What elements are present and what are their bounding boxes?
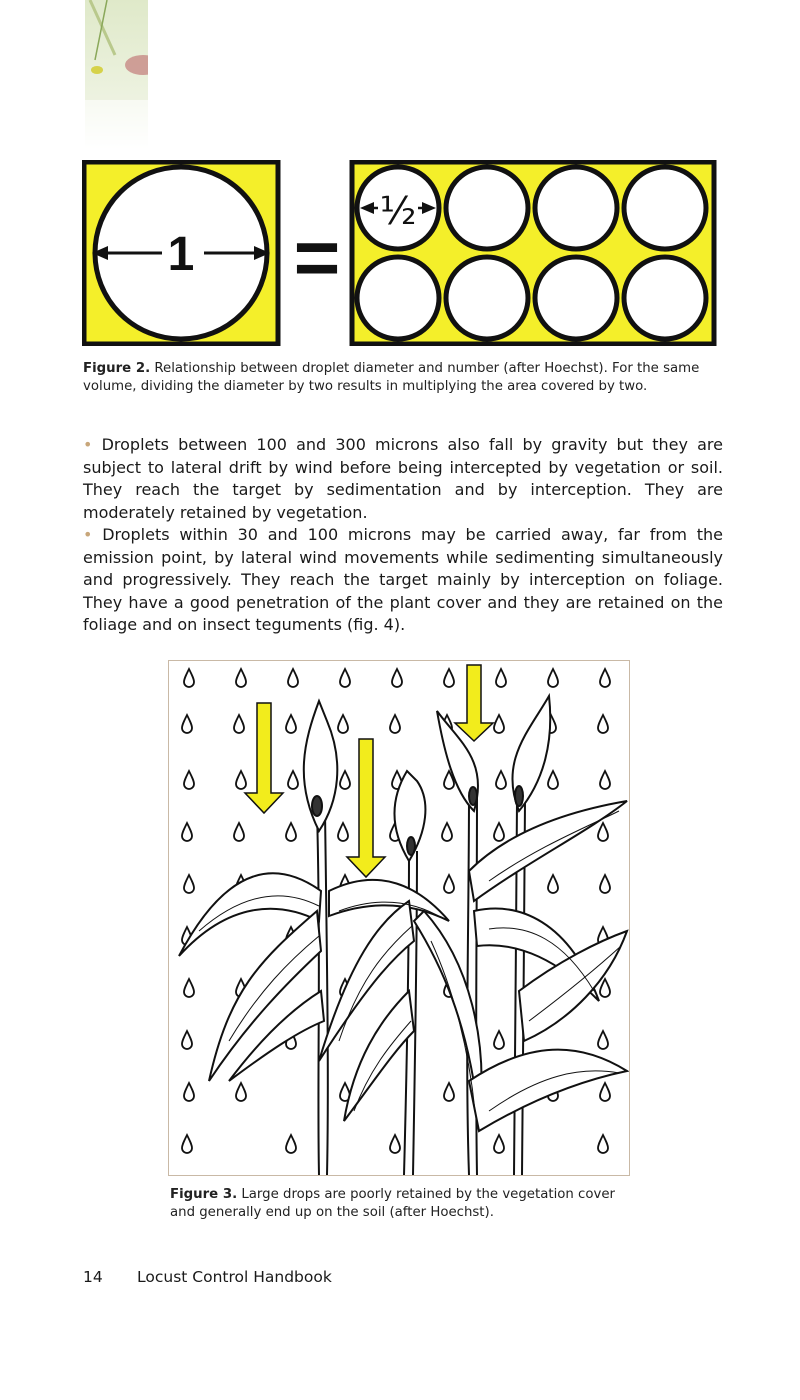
diameter-label-half: ½ [379, 189, 417, 233]
droplet [442, 823, 452, 841]
figure-2-caption-text: Relationship between droplet diameter and number (after Hoechst). For the same volume, dividing the diameter by two results in multiplying the area covered by two. [83, 361, 700, 394]
droplet [496, 669, 506, 687]
droplet [390, 1135, 400, 1153]
small-droplet-2 [446, 167, 528, 249]
droplet [600, 1083, 610, 1101]
droplet [286, 823, 296, 841]
corner-photo [85, 0, 148, 150]
page-number: 14 [83, 1268, 103, 1286]
droplet [496, 771, 506, 789]
droplet [598, 823, 608, 841]
figure-2-caption [83, 360, 723, 396]
droplet [600, 669, 610, 687]
droplet [184, 1083, 194, 1101]
small-droplet-4 [624, 167, 706, 249]
droplet [288, 771, 298, 789]
droplet [288, 669, 298, 687]
diameter-label-whole: 1 [167, 228, 195, 281]
droplet [340, 771, 350, 789]
small-droplet-8 [624, 257, 706, 339]
paragraph-2-text: Droplets within 30 and 100 microns may be carried away, far from the emission point, by lateral wind movements while sedimenting simultaneously and progressively. They reach the target mainly by interception on foliage. They have a good penetration of the plant cover and they are retained on the foliage and on insect teguments (fig. 4). [83, 525, 723, 634]
figure-3-caption-text: Large drops are poorly retained by the vegetation cover and generally end up on the soil (after Hoechst). [170, 1187, 616, 1220]
figure-3 [168, 660, 630, 1176]
locust-photo-fragment [85, 0, 148, 150]
droplet [600, 875, 610, 893]
droplet [598, 1031, 608, 1049]
droplet-diameter-diagram [82, 160, 718, 346]
droplet [182, 715, 192, 733]
page-footer [83, 1268, 332, 1286]
droplet [184, 979, 194, 997]
droplet [598, 715, 608, 733]
figure-2-caption-label: Figure 2. [83, 361, 151, 376]
body-text [83, 434, 723, 637]
droplet [234, 715, 244, 733]
paragraph-1-text: Droplets between 100 and 300 microns also fall by gravity but they are subject to lateral drift by wind before being intercepted by vegetation or soil. They reach the target by sedimentation and by interception. They are moderately retained by vegetation. [83, 435, 723, 522]
droplet [184, 669, 194, 687]
equals-sign: = [293, 213, 341, 302]
droplet [494, 715, 504, 733]
droplet [236, 1083, 246, 1101]
droplet [390, 715, 400, 733]
droplet [182, 1135, 192, 1153]
droplet [184, 771, 194, 789]
droplet [494, 1031, 504, 1049]
droplet [338, 715, 348, 733]
small-droplet-6 [446, 257, 528, 339]
droplet [494, 823, 504, 841]
droplet [494, 1135, 504, 1153]
droplet [444, 1083, 454, 1101]
droplet [548, 875, 558, 893]
droplet [444, 875, 454, 893]
paragraph-1 [83, 434, 723, 524]
droplet [340, 669, 350, 687]
small-droplet-3 [535, 167, 617, 249]
arrow-3 [455, 665, 493, 741]
droplet [236, 669, 246, 687]
bullet-1: • [83, 435, 93, 454]
bullet-2: • [83, 525, 93, 544]
vegetation-droplet-illustration [169, 661, 629, 1175]
paragraph-2 [83, 524, 723, 637]
figure-3-caption-label: Figure 3. [170, 1187, 238, 1202]
droplet [392, 669, 402, 687]
droplet [182, 823, 192, 841]
droplet [286, 715, 296, 733]
droplet [182, 1031, 192, 1049]
book-title: Locust Control Handbook [137, 1268, 332, 1286]
droplet [236, 771, 246, 789]
droplet [600, 979, 610, 997]
droplet [548, 669, 558, 687]
arrow-1 [245, 703, 283, 813]
droplet [338, 823, 348, 841]
droplet [234, 823, 244, 841]
droplet [286, 1135, 296, 1153]
droplet [548, 771, 558, 789]
figure-2 [82, 160, 718, 346]
small-droplet-7 [535, 257, 617, 339]
small-droplet-5 [357, 257, 439, 339]
droplet [184, 875, 194, 893]
droplet [598, 1135, 608, 1153]
droplet [600, 771, 610, 789]
arrow-2 [347, 739, 385, 877]
droplet [444, 669, 454, 687]
figure-3-caption [170, 1186, 630, 1222]
